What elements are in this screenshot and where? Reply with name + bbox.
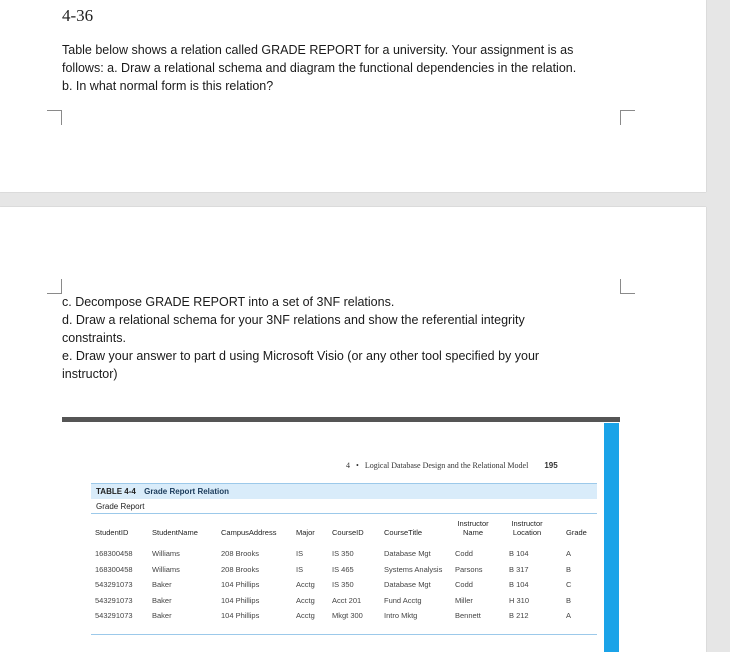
instruction-line: follows: a. Draw a relational schema and diagram the functional dependencies in the relation. — [62, 61, 577, 75]
table-cell-instructor-name: Codd — [455, 580, 473, 589]
table-title: Grade Report Relation — [144, 487, 229, 496]
running-head — [346, 461, 558, 470]
table-cell-major: Acctg — [296, 611, 315, 620]
problem-number: 4-36 — [62, 6, 94, 25]
column-header-grade: Grade — [566, 528, 587, 537]
table-cell-major: IS — [296, 549, 304, 558]
table-cell-major: Acctg — [296, 596, 315, 605]
table-cell-grade: C — [566, 580, 572, 589]
table-cell-course-title: Systems Analysis — [384, 565, 443, 574]
table-cell-course-title: Database Mgt — [384, 580, 431, 589]
table-cell-course-id: IS 350 — [332, 580, 354, 589]
table-cell-campus-address: 208 Brooks — [221, 565, 259, 574]
book-header-bar — [62, 417, 620, 422]
table-cell-student-name: Baker — [152, 580, 172, 589]
table-cell-grade: B — [566, 565, 572, 574]
table-cell-course-title: Database Mgt — [384, 549, 431, 558]
table-cell-campus-address: 104 Phillips — [221, 596, 260, 605]
document-page-2 — [0, 207, 706, 652]
instruction-line: b. In what normal form is this relation? — [62, 79, 274, 93]
book-edge-bar — [604, 423, 619, 652]
table-cell-student-name: Williams — [152, 565, 180, 574]
column-header-campus-address: CampusAddress — [221, 528, 277, 537]
table-cell-student-id: 543291073 — [95, 596, 133, 605]
crop-mark — [47, 279, 62, 294]
table-cell-instructor-name: Miller — [455, 596, 473, 605]
crop-mark — [620, 279, 635, 294]
table-cell-campus-address: 208 Brooks — [221, 549, 259, 558]
instruction-line: d. Draw a relational schema for your 3NF relations and show the referential integrity — [62, 313, 525, 327]
table-cell-course-id: Acct 201 — [332, 596, 362, 605]
running-head-title: Logical Database Design and the Relational Model — [364, 461, 529, 470]
instruction-line: c. Decompose GRADE REPORT into a set of 3NF relations. — [62, 295, 395, 309]
table-cell-student-id: 168300458 — [95, 565, 133, 574]
table-cell-instructor-location: B 212 — [509, 611, 529, 620]
table-cell-grade: A — [566, 549, 572, 558]
table-cell-instructor-location: H 310 — [509, 596, 530, 605]
crop-mark — [47, 110, 62, 125]
table-cell-campus-address: 104 Phillips — [221, 611, 260, 620]
bullet: • — [356, 461, 359, 470]
column-header-student-id: StudentID — [95, 528, 129, 537]
column-header-course-id: CourseID — [332, 528, 364, 537]
relation-name: Grade Report — [91, 499, 597, 514]
table-number: TABLE 4-4 — [96, 487, 136, 496]
table-cell-major: Acctg — [296, 580, 315, 589]
table-cell-course-id: Mkgt 300 — [332, 611, 363, 620]
table-caption — [91, 483, 597, 499]
table-cell-course-title: Intro Mktg — [384, 611, 418, 620]
table-cell-instructor-name: Bennett — [455, 611, 481, 620]
instruction-line: Table below shows a relation called GRADE REPORT for a university. Your assignment is as — [62, 43, 574, 57]
table-cell-instructor-location: B 104 — [509, 549, 529, 558]
table-cell-campus-address: 104 Phillips — [221, 580, 260, 589]
table-bottom-rule — [91, 634, 597, 635]
table-cell-course-id: IS 465 — [332, 565, 354, 574]
table-cell-grade: A — [566, 611, 572, 620]
book-page-number: 195 — [544, 461, 558, 470]
table-cell-student-id: 168300458 — [95, 549, 133, 558]
column-header-course-title: CourseTitle — [384, 528, 423, 537]
column-header-instructor-location: Instructor Location — [511, 519, 543, 537]
table-cell-grade: B — [566, 596, 572, 605]
column-header-instructor-name: Instructor Name — [457, 519, 489, 537]
instruction-line: e. Draw your answer to part d using Microsoft Visio (or any other tool specified by your — [62, 349, 540, 363]
table-cell-instructor-location: B 317 — [509, 565, 529, 574]
table-cell-course-id: IS 350 — [332, 549, 354, 558]
instruction-line: constraints. — [62, 331, 126, 345]
chapter-number: 4 — [346, 461, 350, 470]
crop-mark — [620, 110, 635, 125]
table-cell-student-id: 543291073 — [95, 580, 133, 589]
table-cell-student-name: Baker — [152, 611, 172, 620]
table-cell-student-id: 543291073 — [95, 611, 133, 620]
column-header-student-name: StudentName — [152, 528, 198, 537]
table-cell-major: IS — [296, 565, 304, 574]
instruction-line: instructor) — [62, 367, 118, 381]
table-cell-instructor-name: Codd — [455, 549, 473, 558]
table-cell-student-name: Williams — [152, 549, 180, 558]
table-cell-instructor-location: B 104 — [509, 580, 529, 589]
table-cell-course-title: Fund Acctg — [384, 596, 422, 605]
table-cell-student-name: Baker — [152, 596, 172, 605]
column-header-major: Major — [296, 528, 315, 537]
document-page-1 — [0, 0, 706, 192]
table-cell-instructor-name: Parsons — [455, 565, 483, 574]
